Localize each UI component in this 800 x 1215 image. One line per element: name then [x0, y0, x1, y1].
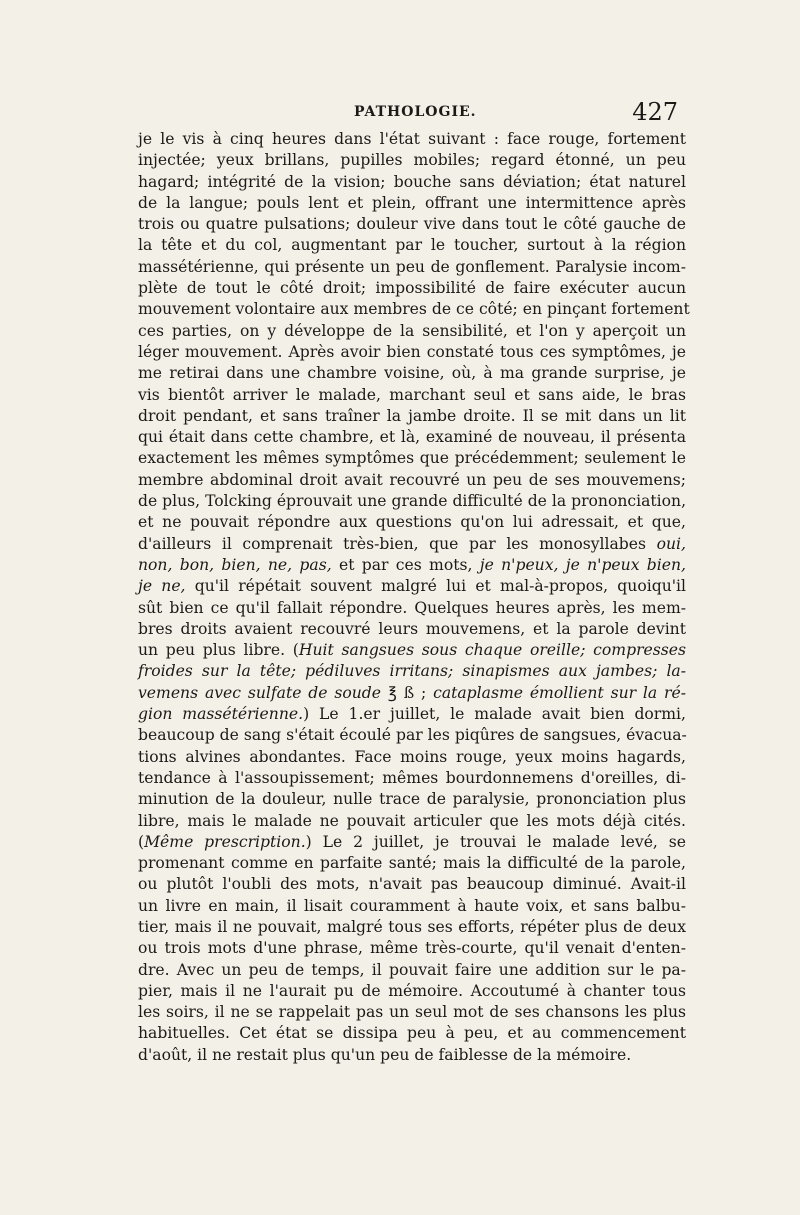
text-line — [138, 576, 686, 597]
text-line — [138, 150, 686, 171]
body-text — [138, 129, 690, 1066]
italic-text: oui, — [656, 534, 686, 553]
text-line — [138, 512, 686, 533]
text-run: de la langue; pouls lent et plein, offrant une intermittence après — [138, 193, 686, 212]
text-line — [138, 406, 686, 427]
text-run: promenant comme en parfaite santé; mais la difficulté de la parole, — [138, 854, 686, 873]
text-line — [138, 789, 686, 810]
text-line — [138, 129, 686, 150]
text-line — [138, 342, 686, 363]
text-line — [138, 725, 686, 746]
text-run: libre, mais le malade ne pouvait articuler que les mots déjà cités. — [138, 811, 686, 830]
text-line — [138, 853, 686, 874]
text-line — [138, 747, 686, 768]
text-line — [138, 385, 686, 406]
text-run: tier, mais il ne pouvait, malgré tous ses efforts, répéter plus de deux — [138, 917, 686, 936]
text-run: pier, mais il ne l'aurait pu de mémoire. Accoutumé à chanter tous — [138, 981, 686, 1000]
text-line — [138, 363, 686, 384]
text-line — [138, 917, 686, 938]
text-run: ou trois mots d'une phrase, même très-courte, qu'il venait d'enten- — [138, 939, 686, 958]
text-run: hagard; intégrité de la vision; bouche sans déviation; état naturel — [138, 172, 686, 191]
text-run: exactement les mêmes symptômes que précédemment; seulement le — [138, 449, 686, 468]
text-run: ℥ ß ; — [381, 683, 434, 702]
text-line — [138, 598, 686, 619]
text-run: la tête et du col, augmentant par le toucher, surtout à la région — [138, 236, 686, 255]
text-line — [138, 534, 686, 555]
text-run: d'août, il ne restait plus qu'un peu de faiblesse de la mémoire. — [138, 1045, 632, 1064]
text-line — [138, 896, 686, 917]
text-run: membre abdominal droit avait recouvré un peu de ses mouvemens; — [138, 470, 686, 489]
text-run: un livre en main, il lisait couramment à haute voix, et sans balbu- — [138, 896, 686, 915]
page-number: 427 — [632, 98, 678, 126]
text-line — [138, 640, 686, 661]
italic-text: Même prescription. — [144, 832, 306, 851]
text-run: droit pendant, et sans traîner la jambe droite. Il se mit dans un lit — [138, 406, 686, 425]
text-line — [138, 427, 686, 448]
text-line — [138, 683, 686, 704]
text-run: minution de la douleur, nulle trace de paralysie, prononciation plus — [138, 790, 686, 809]
text-line — [138, 278, 686, 299]
text-run: ) Le 2 juillet, je trouvai le malade levé, se — [305, 832, 686, 851]
text-run: plète de tout le côté droit; impossibilité de faire exécuter aucun — [138, 279, 686, 298]
text-line — [138, 874, 686, 895]
text-line — [138, 811, 686, 832]
text-line — [138, 555, 686, 576]
text-run: ou plutôt l'oubli des mots, n'avait pas beaucoup diminué. Avait-il — [138, 875, 686, 894]
text-line — [138, 938, 686, 959]
text-run: et par ces mots, — [331, 555, 480, 574]
text-run: je le vis à cinq heures dans l'état suivant : face rouge, fortement — [138, 130, 686, 148]
text-run: qu'il répétait souvent malgré lui et mal-à-propos, quoiqu'il — [185, 577, 686, 596]
italic-text: froides sur la tête; pédiluves irritans; sinapismes aux jambes; la- — [138, 662, 686, 681]
text-line — [138, 960, 686, 981]
italic-text: non, bon, bien, ne, pas, — [138, 555, 332, 574]
text-line — [138, 214, 686, 235]
text-line — [138, 619, 686, 640]
italic-text: vemens avec sulfate de soude — [138, 683, 382, 702]
italic-text: je n'peux, je n'peux bien, — [479, 555, 686, 574]
text-line — [138, 321, 686, 342]
text-line — [138, 704, 686, 725]
text-line — [138, 768, 686, 789]
text-run: ( — [138, 832, 145, 851]
text-run: me retirai dans une chambre voisine, où, à ma grande surprise, je — [138, 364, 686, 383]
text-run: un peu plus libre. ( — [138, 641, 299, 660]
text-line — [138, 470, 686, 491]
text-line — [138, 1045, 686, 1066]
text-run: mouvement volontaire aux membres de ce côté; en pinçant fortement — [138, 300, 690, 319]
text-run: d'ailleurs il comprenait très-bien, que par les monosyllabes — [138, 534, 657, 553]
text-run: ces parties, on y développe de la sensibilité, et l'on y aperçoit un — [138, 321, 686, 340]
text-run: bres droits avaient recouvré leurs mouvemens, et la parole devint — [138, 619, 686, 638]
italic-text: je ne, — [138, 577, 186, 596]
text-line — [138, 981, 686, 1002]
italic-text: gion massétérienne. — [138, 705, 304, 724]
text-line — [138, 1023, 686, 1044]
text-run: et ne pouvait répondre aux questions qu'on lui adressait, et que, — [138, 513, 686, 532]
text-run: dre. Avec un peu de temps, il pouvait faire une addition sur le pa- — [138, 960, 686, 979]
text-run: léger mouvement. Après avoir bien constaté tous ces symptômes, je — [138, 342, 686, 361]
page-header — [138, 98, 686, 130]
text-run: sût bien ce qu'il fallait répondre. Quelques heures après, les mem- — [138, 598, 686, 617]
text-line — [138, 193, 686, 214]
text-line — [138, 299, 690, 320]
italic-text: cataplasme émollient sur la ré- — [433, 683, 686, 702]
text-run: qui était dans cette chambre, et là, examiné de nouveau, il présenta — [138, 428, 686, 447]
italic-text: Huit sangsues sous chaque oreille; compresses — [298, 641, 686, 660]
text-run: vis bientôt arriver le malade, marchant seul et sans aide, le bras — [138, 385, 686, 404]
text-run: beaucoup de sang s'était écoulé par les piqûres de sangsues, évacua- — [138, 726, 687, 745]
text-run: ) Le 1.er juillet, le malade avait bien dormi, — [303, 705, 686, 724]
text-line — [138, 172, 686, 193]
text-run: de plus, Tolcking éprouvait une grande difficulté de la prononciation, — [138, 492, 687, 511]
running-head: PATHOLOGIE. — [354, 104, 477, 120]
text-line — [138, 832, 686, 853]
text-line — [138, 235, 686, 256]
text-line — [138, 491, 686, 512]
text-run: tendance à l'assoupissement; mêmes bourdonnemens d'oreilles, di- — [138, 768, 686, 787]
text-line — [138, 1002, 686, 1023]
text-run: massétérienne, qui présente un peu de gonflement. Paralysie incom- — [138, 257, 686, 276]
text-run: trois ou quatre pulsations; douleur vive dans tout le côté gauche de — [138, 215, 686, 234]
text-run: les soirs, il ne se rappelait pas un seul mot de ses chansons les plus — [138, 1003, 686, 1022]
text-line — [138, 661, 686, 682]
text-run: habituelles. Cet état se dissipa peu à peu, et au commencement — [138, 1024, 686, 1043]
text-line — [138, 448, 686, 469]
text-run: injectée; yeux brillans, pupilles mobiles; regard étonné, un peu — [138, 151, 686, 170]
text-line — [138, 257, 686, 278]
text-run: tions alvines abondantes. Face moins rouge, yeux moins hagards, — [138, 747, 686, 766]
